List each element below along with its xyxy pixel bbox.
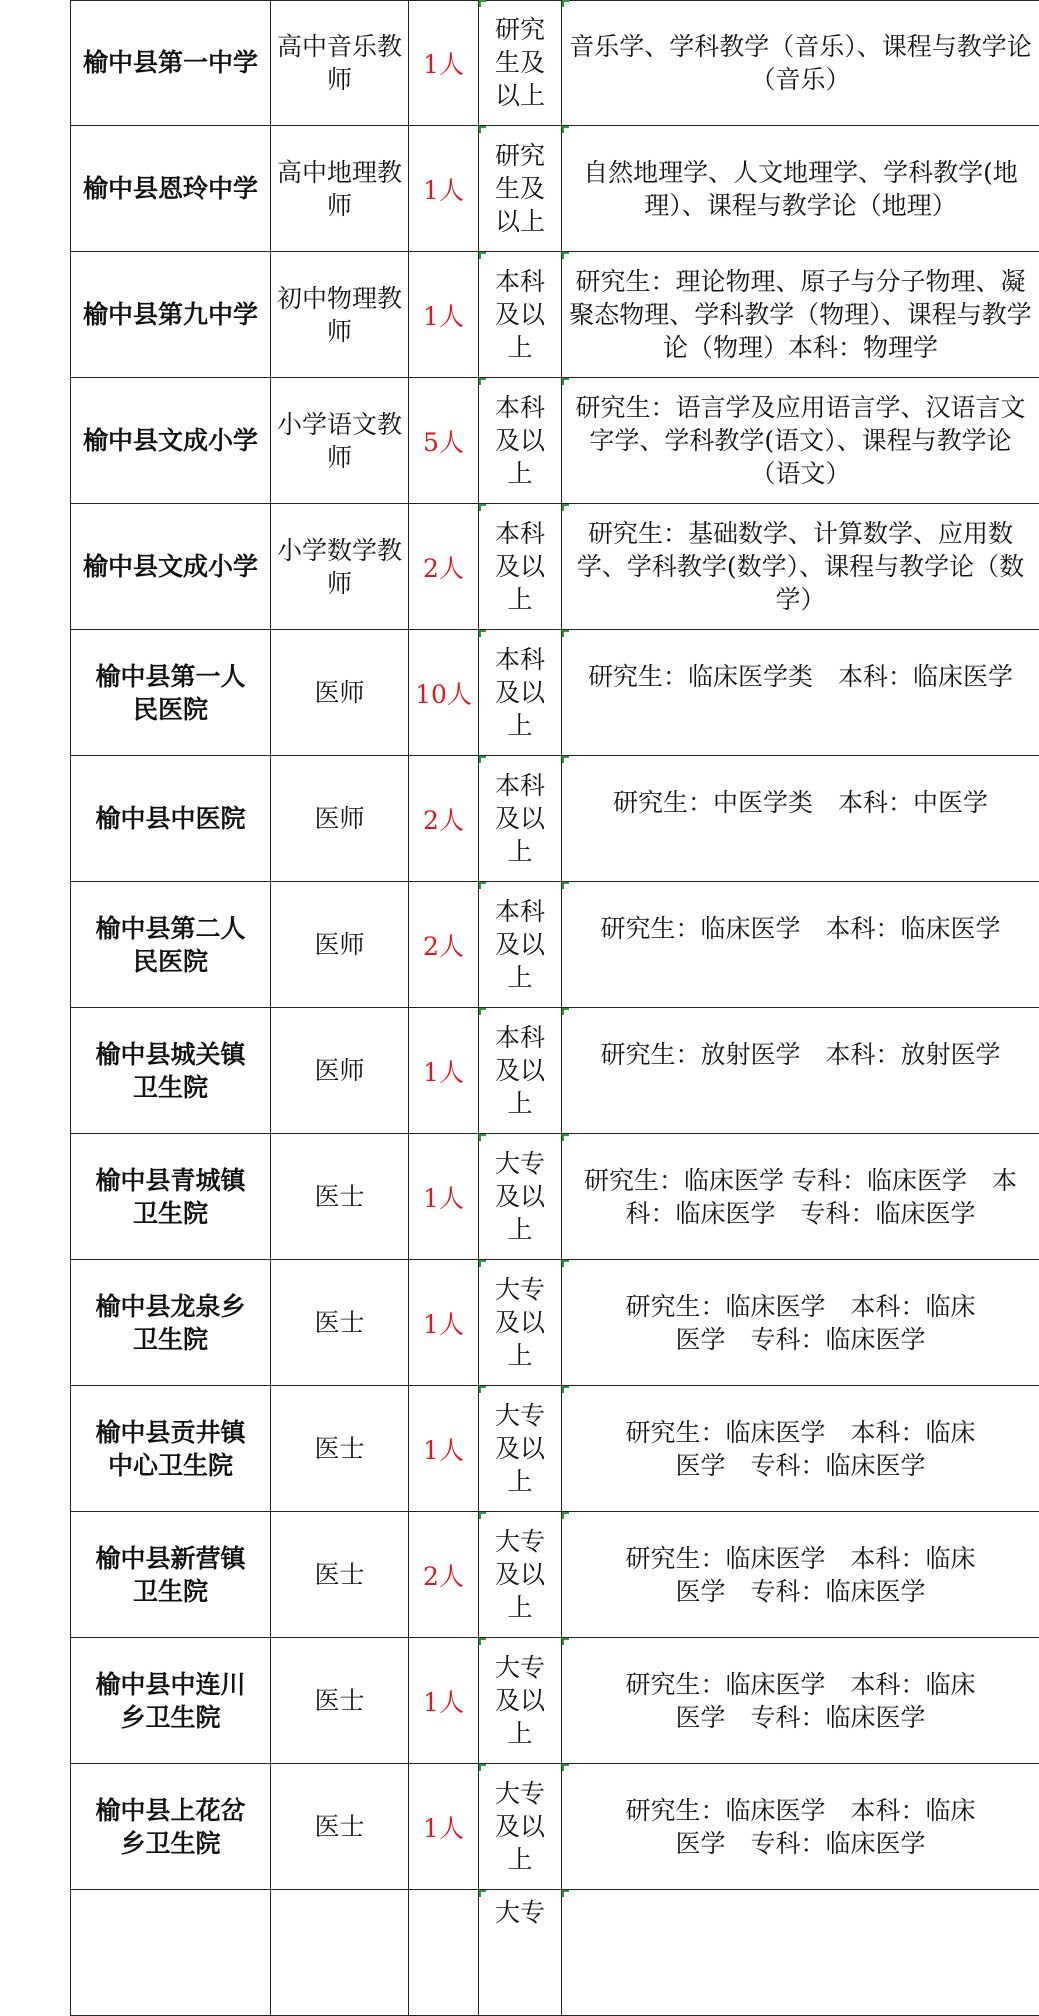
corner-mark — [562, 1638, 569, 1645]
count-cell: 1人 — [409, 252, 479, 378]
corner-mark — [479, 1008, 486, 1015]
major-cell — [562, 1890, 1039, 2016]
count-cell: 1人 — [409, 1008, 479, 1134]
position-cell: 医师 — [271, 756, 409, 882]
table-row — [70, 630, 1039, 756]
corner-mark — [479, 378, 486, 385]
unit-cell: 榆中县新营镇卫生院 — [70, 1512, 271, 1638]
position-cell: 医师 — [271, 630, 409, 756]
table-row — [70, 1890, 1039, 2016]
count-cell: 2人 — [409, 756, 479, 882]
corner-mark — [479, 1512, 486, 1519]
unit-cell: 榆中县第一人民医院 — [70, 630, 271, 756]
count-cell — [409, 1890, 479, 2016]
corner-mark — [479, 630, 486, 637]
major-cell: 研究生：临床医学 本科：临床医学 — [562, 882, 1039, 1008]
count-cell: 5人 — [409, 378, 479, 504]
education-cell: 本科及以上 — [479, 252, 562, 378]
corner-mark — [562, 630, 569, 637]
major-cell: 自然地理学、人文地理学、学科教学(地理）、课程与教学论（地理） — [562, 126, 1039, 252]
education-cell: 本科及以上 — [479, 378, 562, 504]
corner-mark — [562, 756, 569, 763]
table-row — [70, 504, 1039, 630]
corner-mark — [479, 1890, 486, 1897]
corner-mark — [562, 378, 569, 385]
corner-mark — [562, 1764, 569, 1771]
corner-mark — [479, 1638, 486, 1645]
major-cell: 研究生：中医学类 本科：中医学 — [562, 756, 1039, 882]
corner-mark — [562, 1512, 569, 1519]
table-row — [70, 756, 1039, 882]
corner-mark — [562, 882, 569, 889]
unit-cell: 榆中县第一中学 — [70, 0, 271, 126]
position-cell: 医师 — [271, 882, 409, 1008]
corner-mark — [562, 0, 569, 7]
count-cell: 1人 — [409, 1386, 479, 1512]
education-cell: 本科及以上 — [479, 882, 562, 1008]
position-cell: 医士 — [271, 1764, 409, 1890]
unit-cell: 榆中县贡井镇中心卫生院 — [70, 1386, 271, 1512]
corner-mark — [562, 504, 569, 511]
major-cell: 研究生：临床医学 专科：临床医学 本科：临床医学 专科：临床医学 — [562, 1134, 1039, 1260]
corner-mark — [479, 504, 486, 511]
unit-cell: 榆中县中医院 — [70, 756, 271, 882]
position-cell: 高中地理教师 — [271, 126, 409, 252]
table-row — [70, 1764, 1039, 1890]
major-cell: 研究生：临床医学 本科：临床医学 专科：临床医学 — [562, 1638, 1039, 1764]
position-cell: 小学语文教师 — [271, 378, 409, 504]
education-cell: 大专及以上 — [479, 1638, 562, 1764]
major-cell: 研究生：临床医学类 本科：临床医学 — [562, 630, 1039, 756]
major-cell: 音乐学、学科教学（音乐）、课程与教学论（音乐） — [562, 0, 1039, 126]
major-cell: 研究生：放射医学 本科：放射医学 — [562, 1008, 1039, 1134]
major-cell: 研究生：语言学及应用语言学、汉语言文字学、学科教学(语文）、课程与教学论（语文） — [562, 378, 1039, 504]
position-cell: 医士 — [271, 1386, 409, 1512]
count-cell: 1人 — [409, 1260, 479, 1386]
position-cell: 医师 — [271, 1008, 409, 1134]
position-cell: 小学数学教师 — [271, 504, 409, 630]
education-cell: 本科及以上 — [479, 756, 562, 882]
major-cell: 研究生：临床医学 本科：临床医学 专科：临床医学 — [562, 1386, 1039, 1512]
corner-mark — [562, 1386, 569, 1393]
table-row — [70, 0, 1039, 126]
education-cell: 研究生及以上 — [479, 126, 562, 252]
unit-cell: 榆中县文成小学 — [70, 378, 271, 504]
corner-mark — [479, 1386, 486, 1393]
table-row — [70, 1638, 1039, 1764]
corner-mark — [479, 1260, 486, 1267]
corner-mark — [562, 1008, 569, 1015]
corner-mark — [479, 252, 486, 259]
education-cell: 大专及以上 — [479, 1386, 562, 1512]
education-cell: 本科及以上 — [479, 1008, 562, 1134]
education-cell: 本科及以上 — [479, 630, 562, 756]
unit-cell: 榆中县青城镇卫生院 — [70, 1134, 271, 1260]
count-cell: 2人 — [409, 882, 479, 1008]
corner-mark — [562, 1260, 569, 1267]
position-cell — [271, 1890, 409, 2016]
table-row — [70, 126, 1039, 252]
table-row — [70, 1386, 1039, 1512]
count-cell: 1人 — [409, 1638, 479, 1764]
table-row — [70, 1260, 1039, 1386]
corner-mark — [479, 1764, 486, 1771]
corner-mark — [562, 126, 569, 133]
unit-cell: 榆中县城关镇卫生院 — [70, 1008, 271, 1134]
corner-mark — [479, 756, 486, 763]
major-cell: 研究生：临床医学 本科：临床医学 专科：临床医学 — [562, 1512, 1039, 1638]
table-row — [70, 1512, 1039, 1638]
count-cell: 1人 — [409, 1134, 479, 1260]
table-row — [70, 252, 1039, 378]
education-cell: 本科及以上 — [479, 504, 562, 630]
position-cell: 医士 — [271, 1260, 409, 1386]
corner-mark — [479, 882, 486, 889]
education-cell: 大专及以上 — [479, 1764, 562, 1890]
count-cell: 2人 — [409, 1512, 479, 1638]
corner-mark — [479, 0, 486, 7]
unit-cell: 榆中县龙泉乡卫生院 — [70, 1260, 271, 1386]
table-row — [70, 1008, 1039, 1134]
position-cell: 初中物理教师 — [271, 252, 409, 378]
position-cell: 医士 — [271, 1638, 409, 1764]
major-cell: 研究生：理论物理、原子与分子物理、凝聚态物理、学科教学（物理）、课程与教学论（物理）本科：物理学 — [562, 252, 1039, 378]
unit-cell: 榆中县文成小学 — [70, 504, 271, 630]
count-cell: 1人 — [409, 0, 479, 126]
count-cell: 1人 — [409, 1764, 479, 1890]
education-cell: 大专 — [479, 1890, 562, 2016]
table-row — [70, 1134, 1039, 1260]
unit-cell: 榆中县恩玲中学 — [70, 126, 271, 252]
corner-mark — [479, 1134, 486, 1141]
corner-mark — [562, 1890, 569, 1897]
major-cell: 研究生：基础数学、计算数学、应用数学、学科教学(数学）、课程与教学论（数学） — [562, 504, 1039, 630]
education-cell: 大专及以上 — [479, 1260, 562, 1386]
corner-mark — [562, 252, 569, 259]
corner-mark — [562, 1134, 569, 1141]
education-cell: 大专及以上 — [479, 1134, 562, 1260]
position-cell: 医士 — [271, 1512, 409, 1638]
table-row — [70, 882, 1039, 1008]
unit-cell — [70, 1890, 271, 2016]
unit-cell: 榆中县第二人民医院 — [70, 882, 271, 1008]
major-cell: 研究生：临床医学 本科：临床医学 专科：临床医学 — [562, 1260, 1039, 1386]
count-cell: 2人 — [409, 504, 479, 630]
unit-cell: 榆中县第九中学 — [70, 252, 271, 378]
position-cell: 高中音乐教师 — [271, 0, 409, 126]
major-cell: 研究生：临床医学 本科：临床医学 专科：临床医学 — [562, 1764, 1039, 1890]
corner-mark — [479, 126, 486, 133]
count-cell: 1人 — [409, 126, 479, 252]
education-cell: 大专及以上 — [479, 1512, 562, 1638]
count-cell: 10人 — [409, 630, 479, 756]
position-cell: 医士 — [271, 1134, 409, 1260]
unit-cell: 榆中县上花岔乡卫生院 — [70, 1764, 271, 1890]
table-row — [70, 378, 1039, 504]
unit-cell: 榆中县中连川乡卫生院 — [70, 1638, 271, 1764]
education-cell: 研究生及以上 — [479, 0, 562, 126]
